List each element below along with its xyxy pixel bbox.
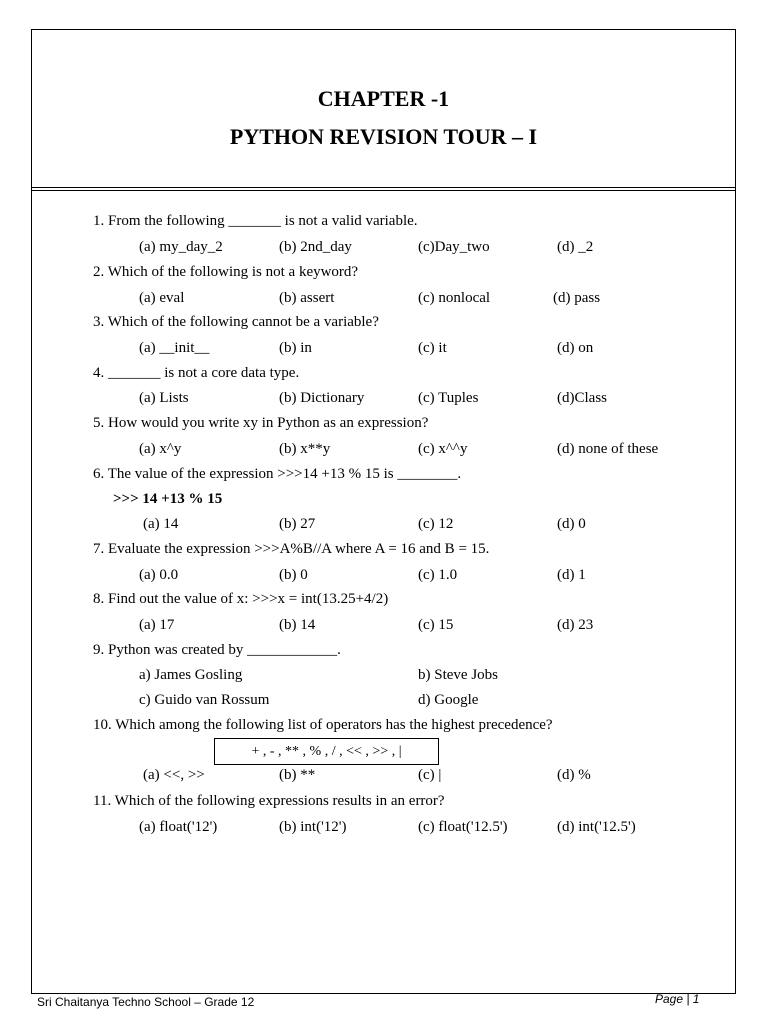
header-divider	[32, 190, 735, 191]
q1-option-d: (d) _2	[557, 239, 594, 255]
question-8: 8. Find out the value of x: >>>x = int(13.25+4/2)	[93, 591, 389, 607]
q4-option-c: (c) Tuples	[418, 390, 479, 406]
q11-option-b: (b) int('12')	[279, 819, 347, 835]
q8-option-a: (a) 17	[139, 617, 175, 633]
q9-option-c: c) Guido van Rossum	[139, 692, 270, 708]
q6-option-b: (b) 27	[279, 516, 316, 532]
q7-option-d: (d) 1	[557, 567, 586, 583]
q10-option-b: (b) **	[279, 767, 316, 783]
q8-option-c: (c) 15	[418, 617, 454, 633]
q11-option-d: (d) int('12.5')	[557, 819, 636, 835]
q1-option-a: (a) my_day_2	[139, 239, 223, 255]
chapter-header	[32, 30, 735, 188]
q9-option-b: b) Steve Jobs	[418, 667, 498, 683]
question-1: 1. From the following _______ is not a valid variable.	[93, 213, 418, 229]
q2-option-b: (b) assert	[279, 290, 335, 306]
q5-option-b: (b) x**y	[279, 441, 331, 457]
q8-option-b: (b) 14	[279, 617, 316, 633]
q6-option-a: (a) 14	[143, 516, 179, 532]
q5-option-a: (a) x^y	[139, 441, 182, 457]
q2-option-d: (d) pass	[553, 290, 601, 306]
q4-option-b: (b) Dictionary	[279, 390, 365, 406]
footer-page-number: Page | 1	[655, 992, 700, 1006]
q7-option-c: (c) 1.0	[418, 567, 458, 583]
question-9: 9. Python was created by ____________.	[93, 642, 341, 658]
operators-box: + , - , ** , % , / , << , >> , |	[214, 738, 439, 765]
q7-option-b: (b) 0	[279, 567, 308, 583]
q11-option-a: (a) float('12')	[139, 819, 218, 835]
q1-option-b: (b) 2nd_day	[279, 239, 352, 255]
q6-option-c: (c) 12	[418, 516, 454, 532]
question-11: 11. Which of the following expressions results in an error?	[93, 793, 445, 809]
q2-option-a: (a) eval	[139, 290, 185, 306]
q5-option-c: (c) x^^y	[418, 441, 468, 457]
q1-option-c: (c)Day_two	[418, 239, 490, 255]
q7-option-a: (a) 0.0	[139, 567, 179, 583]
q3-option-d: (d) on	[557, 340, 594, 356]
q6-code: >>> 14 +13 % 15	[113, 491, 223, 507]
q4-option-d: (d)Class	[557, 390, 607, 406]
question-6: 6. The value of the expression >>>14 +13 % 15 is ________.	[93, 466, 462, 482]
q9-option-a: a) James Gosling	[139, 667, 243, 683]
question-10: 10. Which among the following list of operators has the highest precedence?	[93, 717, 553, 733]
q8-option-d: (d) 23	[557, 617, 594, 633]
question-2: 2. Which of the following is not a keyword?	[93, 264, 359, 280]
q10-option-c: (c) |	[418, 767, 442, 783]
q3-option-b: (b) in	[279, 340, 312, 356]
q3-option-a: (a) __init__	[139, 340, 210, 356]
q9-option-d: d) Google	[418, 692, 479, 708]
chapter-title: PYTHON REVISION TOUR – I	[229, 124, 538, 149]
q5-option-d: (d) none of these	[557, 441, 659, 457]
question-7: 7. Evaluate the expression >>>A%B//A where A = 16 and B = 15.	[93, 541, 490, 557]
chapter-number: CHAPTER -1	[317, 86, 450, 111]
q2-option-c: (c) nonlocal	[418, 290, 491, 306]
question-5: 5. How would you write xy in Python as an expression?	[93, 415, 429, 431]
q4-option-a: (a) Lists	[139, 390, 189, 406]
footer-school: Sri Chaitanya Techno School – Grade 12	[37, 995, 255, 1009]
q10-option-a: (a) <<, >>	[143, 767, 205, 783]
q3-option-c: (c) it	[418, 340, 447, 356]
page-frame	[31, 29, 736, 994]
question-3: 3. Which of the following cannot be a variable?	[93, 314, 379, 330]
q6-option-d: (d) 0	[557, 516, 586, 532]
q10-option-d: (d) %	[557, 767, 591, 783]
q11-option-c: (c) float('12.5')	[418, 819, 508, 835]
question-4: 4. _______ is not a core data type.	[93, 365, 300, 381]
